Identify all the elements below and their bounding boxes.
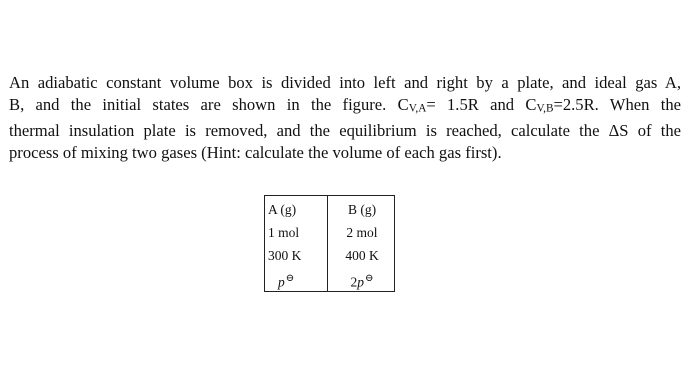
insulation-plate <box>327 196 328 291</box>
gas-b-pressure-symbol: p <box>357 274 364 290</box>
line2-part-b: = 1.5R and C <box>426 95 537 114</box>
cv-a-subscript: V,A <box>408 102 427 115</box>
gas-a-standard-mark: ⊖ <box>285 273 295 284</box>
line2-part-a: B, and the initial states are shown in the figure. C <box>9 95 409 114</box>
problem-line-2 <box>9 94 681 120</box>
gas-a-pressure-symbol: p <box>278 274 285 290</box>
gas-a-label: A (g) <box>268 202 297 217</box>
problem-line-1: An adiabatic constant volume box is divided into left and right by a plate, and ideal gas A, <box>9 73 681 92</box>
gas-b-pressure <box>331 267 393 290</box>
gas-a-amount: 1 mol <box>268 225 300 240</box>
gas-b-label: B (g) <box>347 202 377 217</box>
gas-b-standard-mark: ⊖ <box>365 273 374 284</box>
gas-b-amount: 2 mol <box>346 225 378 240</box>
cv-b-subscript: V,B <box>536 102 554 115</box>
problem-text <box>9 72 681 164</box>
gas-b-column <box>331 198 393 290</box>
gas-box-figure <box>264 195 395 292</box>
line2-part-c: =2.5R. When the <box>553 95 682 114</box>
gas-a-column <box>268 198 324 290</box>
problem-line-3: thermal insulation plate is removed, and the equilibrium is reached, calculate the ΔS of the <box>9 120 681 140</box>
gas-b-pressure-coef: 2 <box>350 274 358 290</box>
gas-a-temperature: 300 K <box>268 248 302 263</box>
gas-a-pressure <box>268 267 324 290</box>
gas-b-temperature: 400 K <box>345 248 379 263</box>
problem-line-4: process of mixing two gases (Hint: calculate the volume of each gas first). <box>9 142 502 162</box>
